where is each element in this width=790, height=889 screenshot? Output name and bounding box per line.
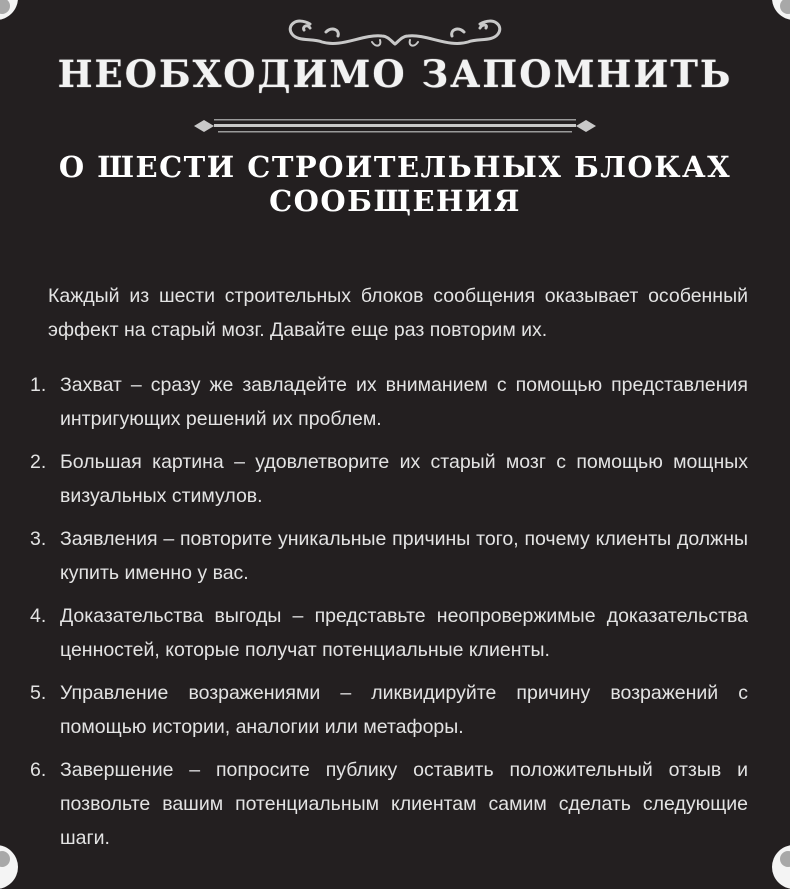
corner-hole-top-left xyxy=(0,0,18,20)
list-item-text: Заявления – повторите уникальные причины того, почему клиенты должны купить именно у вас. xyxy=(60,528,748,584)
list-item-number: 3. xyxy=(30,528,47,550)
page-title: НЕОБХОДИМО ЗАПОМНИТЬ xyxy=(57,52,733,96)
list-item-number: 1. xyxy=(30,374,47,396)
list-item-number: 6. xyxy=(30,759,47,781)
list-item xyxy=(30,676,748,744)
corner-hole-bottom-right xyxy=(772,845,790,889)
intro-paragraph: Каждый из шести строительных блоков сообщения оказывает особенный эффект на старый мозг. Давайте еще раз повторим их. xyxy=(48,284,748,341)
list-item xyxy=(30,445,748,513)
corner-hole-bottom-left xyxy=(0,845,18,889)
corner-hole-top-right xyxy=(772,0,790,20)
list-item xyxy=(30,753,748,855)
divider-ornament-icon xyxy=(192,115,598,137)
page-subtitle: О ШЕСТИ СТРОИТЕЛЬНЫХ БЛОКАХ СООБЩЕНИЯ xyxy=(58,150,732,218)
flourish-ornament-icon xyxy=(282,12,508,50)
list-item-text: Завершение – попросите публику оставить положительный отзыв и позвольте вашим потенциальным клиентам самим сделать следующие шаги. xyxy=(60,759,748,849)
list-item-number: 5. xyxy=(30,682,47,704)
list-item xyxy=(30,368,748,436)
list-item-text: Захват – сразу же завладейте их вниманием с помощью представления интригующих решений их проблем. xyxy=(60,374,748,430)
list-item-number: 4. xyxy=(30,605,47,627)
list-item-number: 2. xyxy=(30,451,47,473)
list-item-text: Доказательства выгоды – представьте неопровержимые доказательства ценностей, которые получат потенциальные клиенты. xyxy=(60,605,748,661)
building-blocks-list xyxy=(30,368,748,864)
list-item-text: Управление возражениями – ликвидируйте причину возражений с помощью истории, аналогии или метафоры. xyxy=(60,682,748,738)
list-item xyxy=(30,599,748,667)
list-item xyxy=(30,522,748,590)
list-item-text: Большая картина – удовлетворите их старый мозг с помощью мощных визуальных стимулов. xyxy=(60,451,748,507)
